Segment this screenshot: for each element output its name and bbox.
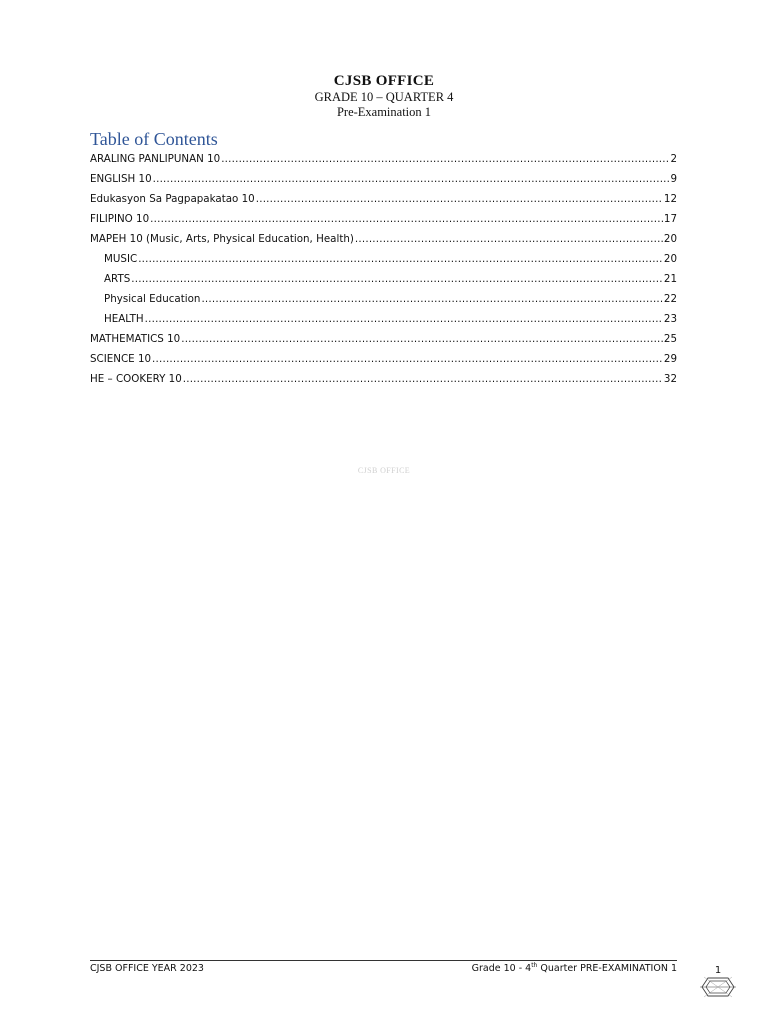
toc-entry-health[interactable]	[90, 310, 677, 330]
toc-dot-leader	[150, 211, 663, 227]
toc-heading: Table of Contents	[90, 129, 218, 149]
toc-entry-science[interactable]	[90, 350, 677, 370]
footer-exam-title: Quarter PRE-EXAMINATION 1	[537, 963, 677, 974]
toc-entry-label: Physical Education	[104, 293, 201, 305]
toc-entry-page: 23	[663, 313, 677, 325]
toc-dot-leader	[181, 331, 663, 347]
toc-entry-label: ARALING PANLIPUNAN 10	[90, 153, 221, 165]
watermark-text: CJSB OFFICE	[357, 466, 411, 475]
toc-entry-mapeh[interactable]	[90, 230, 677, 250]
toc-entry-label: MATHEMATICS 10	[90, 333, 181, 345]
table-of-contents	[90, 150, 677, 390]
toc-entry-label: Edukasyon Sa Pagpapakatao 10	[90, 193, 255, 205]
toc-entry-page: 9	[670, 173, 677, 185]
footer-divider	[90, 960, 677, 961]
footer-ordinal-suffix: th	[531, 961, 538, 969]
page-number: 1	[714, 965, 722, 976]
toc-dot-leader	[153, 171, 670, 187]
page-number-badge	[698, 966, 738, 1000]
toc-entry-page: 2	[670, 153, 677, 165]
toc-entry-page: 12	[663, 193, 677, 205]
office-title: CJSB OFFICE	[333, 73, 435, 89]
toc-entry-page: 20	[663, 253, 677, 265]
toc-entry-edukasyon[interactable]	[90, 190, 677, 210]
toc-entry-mathematics[interactable]	[90, 330, 677, 350]
toc-dot-leader	[131, 271, 663, 287]
grade-quarter: GRADE 10 – QUARTER 4	[314, 90, 454, 104]
toc-entry-page: 20	[663, 233, 677, 245]
toc-entry-label: ARTS	[104, 273, 131, 285]
toc-entry-page: 25	[663, 333, 677, 345]
toc-dot-leader	[256, 191, 663, 207]
toc-entry-physical-education[interactable]	[90, 290, 677, 310]
toc-entry-label: HEALTH	[104, 313, 144, 325]
toc-entry-english[interactable]	[90, 170, 677, 190]
toc-entry-music[interactable]	[90, 250, 677, 270]
toc-entry-page: 21	[663, 273, 677, 285]
toc-dot-leader	[221, 151, 669, 167]
toc-dot-leader	[201, 291, 662, 307]
toc-entry-filipino[interactable]	[90, 210, 677, 230]
toc-entry-arts[interactable]	[90, 270, 677, 290]
toc-entry-he-cookery[interactable]	[90, 370, 677, 390]
footer-left-text: CJSB OFFICE YEAR 2023	[90, 963, 204, 974]
exam-name: Pre-Examination 1	[336, 105, 432, 119]
toc-dot-leader	[183, 371, 663, 387]
toc-entry-label: MUSIC	[104, 253, 138, 265]
toc-entry-page: 32	[663, 373, 677, 385]
toc-entry-page: 17	[663, 213, 677, 225]
footer-grade: Grade 10 - 4	[471, 963, 532, 974]
toc-entry-label: FILIPINO 10	[90, 213, 150, 225]
toc-entry-label: MAPEH 10 (Music, Arts, Physical Education, Health)	[90, 233, 354, 245]
toc-dot-leader	[355, 231, 663, 247]
toc-entry-label: SCIENCE 10	[90, 353, 152, 365]
toc-entry-page: 29	[663, 353, 677, 365]
toc-entry-araling-panlipunan[interactable]	[90, 150, 677, 170]
footer-right-text	[472, 963, 677, 974]
toc-entry-label: ENGLISH 10	[90, 173, 152, 185]
toc-entry-page: 22	[663, 293, 677, 305]
toc-dot-leader	[152, 351, 663, 367]
document-header	[0, 72, 768, 120]
page-ornament-icon	[698, 975, 738, 999]
toc-entry-label: HE – COOKERY 10	[90, 373, 182, 385]
toc-dot-leader	[138, 251, 663, 267]
toc-dot-leader	[145, 311, 663, 327]
